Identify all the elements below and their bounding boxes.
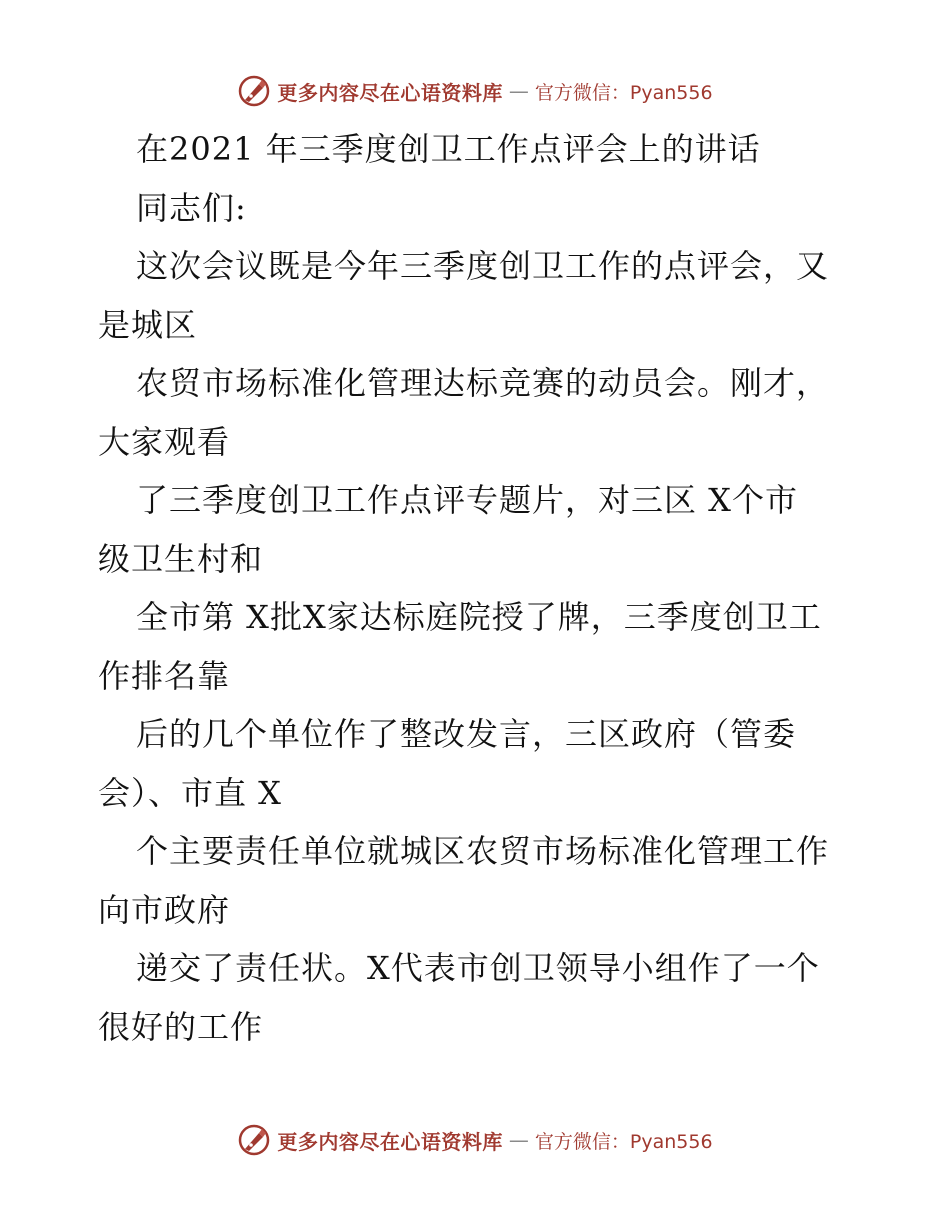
pen-nib-circle-icon (237, 74, 271, 108)
paragraph-line: 个主要责任单位就城区农贸市场标准化管理工作 (136, 832, 830, 870)
paragraph-line: 作排名靠 (98, 656, 231, 695)
watermark-separator: — (508, 79, 529, 103)
pen-nib-circle-icon (237, 1123, 271, 1157)
paragraph-line: 很好的工作 (98, 1007, 264, 1046)
paragraph-line: 会）、市直 X (98, 773, 282, 812)
watermark-separator: — (508, 1128, 529, 1152)
paragraph-line: 后的几个单位作了整改发言，三区政府（管委 (136, 715, 797, 753)
watermark-contact-text: 官方微信：Pyan556 (534, 1130, 713, 1153)
paragraph-line: 全市第 X批X家达标庭院授了牌，三季度创卫工 (136, 598, 822, 636)
footer-watermark (0, 1120, 950, 1160)
header-watermark (0, 71, 950, 111)
salutation: 同志们: (136, 188, 247, 227)
paragraph-line: 是城区 (98, 305, 198, 344)
paragraph-line: 级卫生村和 (98, 539, 264, 578)
paragraph-line: 向市政府 (98, 890, 231, 929)
paragraph-line: 了三季度创卫工作点评专题片，对三区 X个市 (136, 481, 798, 519)
watermark-contact-text: 官方微信：Pyan556 (534, 81, 713, 104)
paragraph-line: 这次会议既是今年三季度创卫工作的点评会，又 (136, 247, 830, 285)
document-title: 在2021 年三季度创卫工作点评会上的讲话 (136, 130, 761, 168)
paragraph-line: 大家观看 (98, 422, 231, 461)
watermark-site-text: 更多内容尽在心语资料库 (277, 1129, 503, 1154)
document-body (98, 120, 858, 1056)
paragraph-line: 递交了责任状。X代表市创卫领导小组作了一个 (136, 949, 820, 987)
paragraph-line: 农贸市场标准化管理达标竞赛的动员会。刚才， (136, 364, 830, 402)
watermark-site-text: 更多内容尽在心语资料库 (277, 80, 503, 105)
